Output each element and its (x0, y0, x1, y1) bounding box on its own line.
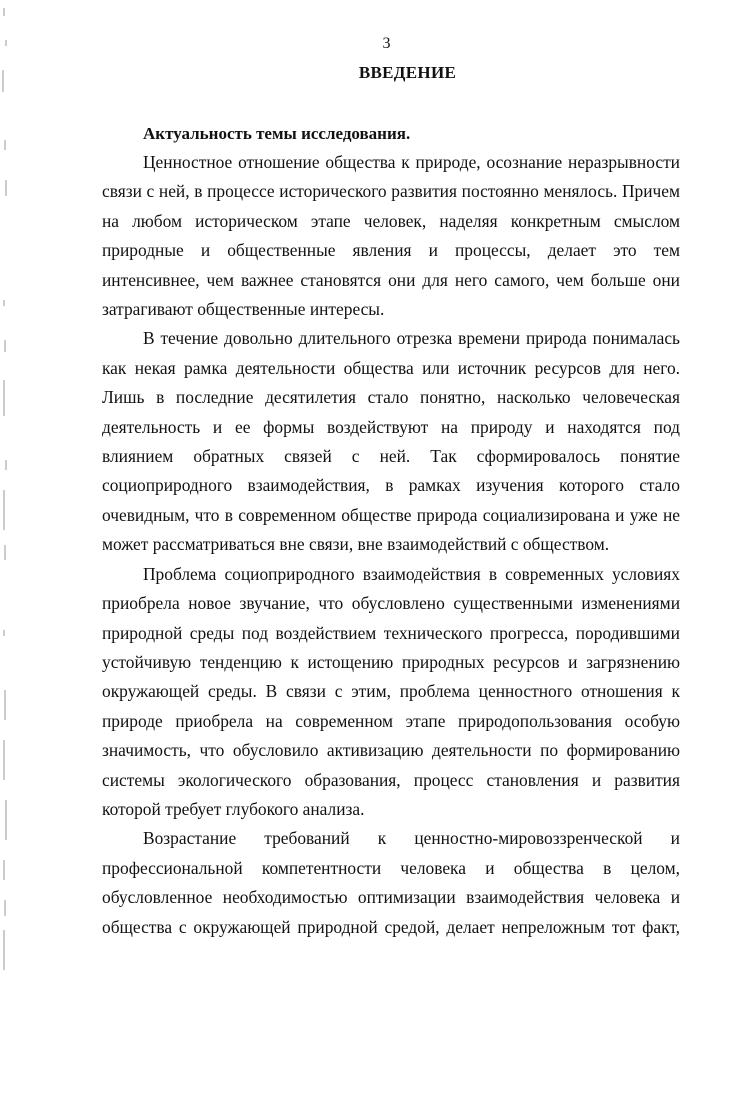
page-heading: ВВЕДЕНИЕ (358, 63, 457, 82)
section-title: Актуальность темы исследования. (143, 124, 411, 143)
paragraph-4: Возрастание требований к ценностно-мировоззренческой и профессиональной компетентности человека и общества в целом, обусловленное необходимостью оптимизации взаимодействия человека и общества с окружающей природной средой, делает непреложным тот факт, (102, 828, 680, 937)
page-number: 3 (382, 35, 391, 52)
scan-edge-artifacts (0, 0, 22, 1100)
paragraph-3: Проблема социоприродного взаимодействия в современных условиях приобрела новое звучание, что обусловлено существенными изменениями природной среды под воздействием технического прогресса, породившими устойчивую тенденцию к истощению природных ресурсов и загрязнению окружающей среды. В связи с этим, проблема ценностного отношения к природе приобрела на современном этапе природопользования особую значимость, что обусловило активизацию деятельности по формированию системы экологического образования, процесс становления и развития которой требует глубокого анализа. (102, 563, 680, 819)
paragraph-1: Ценностное отношение общества к природе, осознание неразрывности связи с ней, в процессе исторического развития постоянно менялось. Причем на любом историческом этапе человек, наделяя конкретным смыслом природные и общественные явления и процессы, делает это тем интенсивнее, чем важнее становятся они для него самого, чем больше они затрагивают общественные интересы. (102, 152, 680, 320)
paragraph-2: В течение довольно длительного отрезка времени природа понималась как некая рамка деятельности общества или источник ресурсов для него. Лишь в последние десятилетия стало понятно, насколько человеческая деятельность и ее формы воздействуют на природу и находятся под влиянием обратных связей с ней. Так сформировалось понятие социоприродного взаимодействия, в рамках изучения которого стало очевидным, что в современном обществе природа социализирована и уже не может рассматриваться вне связи, вне взаимодействий с обществом. (102, 328, 680, 555)
body-text (102, 119, 680, 942)
